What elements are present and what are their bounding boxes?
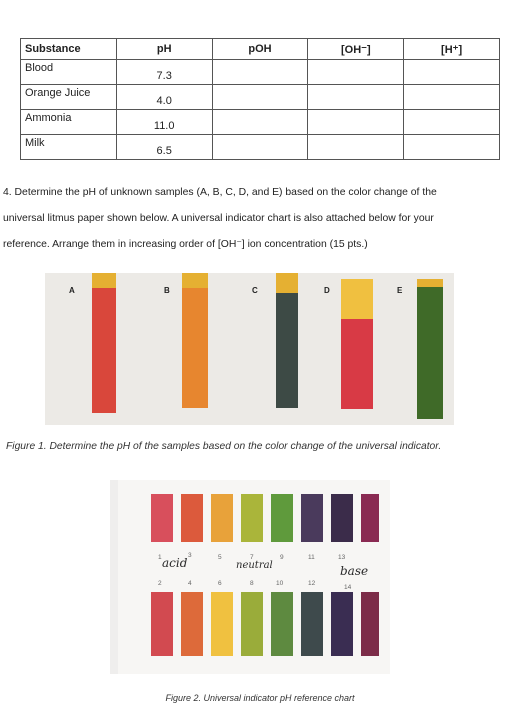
cell-substance: Orange Juice: [21, 85, 117, 110]
cell-poh: [212, 85, 308, 110]
handwritten-base: base: [340, 564, 369, 578]
table-row: [21, 85, 500, 110]
strip-a-top: [92, 273, 116, 288]
figure-2-caption: Figure 2. Universal indicator pH reference chart: [165, 693, 355, 703]
strip-d: [341, 279, 373, 409]
swatch-bottom: [181, 592, 203, 656]
indicator-card: [118, 480, 390, 674]
table-row: [21, 60, 500, 85]
cell-substance: Ammonia: [21, 110, 117, 135]
strip-d-body: [341, 319, 373, 409]
swatch-top: [301, 494, 323, 542]
swatch-bottom: [241, 592, 263, 656]
cell-ph: 11.0: [116, 110, 212, 135]
swatch-top: [271, 494, 293, 542]
swatch-top: [211, 494, 233, 542]
swatch-top: [151, 494, 173, 542]
strip-c-top: [276, 273, 298, 293]
strip-label-b: B: [164, 286, 170, 295]
cell-h: [404, 110, 500, 135]
ph-number: 2: [158, 580, 162, 587]
ph-number: 5: [218, 554, 222, 561]
ph-number: 3: [188, 552, 192, 559]
strip-c-body: [276, 293, 298, 408]
ph-number: 12: [308, 580, 316, 587]
strip-b: [182, 273, 208, 408]
swatch-bottom: [211, 592, 233, 656]
swatch-top: [361, 494, 379, 542]
swatch-bottom: [271, 592, 293, 656]
header-ph: pH: [116, 39, 212, 60]
handwritten-neutral: neutral: [236, 560, 273, 571]
cell-h: [404, 60, 500, 85]
cell-substance: Milk: [21, 135, 117, 160]
cell-ph: 4.0: [116, 85, 212, 110]
swatch-bottom: [151, 592, 173, 656]
cell-oh: [308, 135, 404, 160]
question-line: 4. Determine the pH of unknown samples (A, B, C, D, and E) based on the color change of the: [3, 187, 437, 198]
swatch-top: [181, 494, 203, 542]
question-line: universal litmus paper shown below. A universal indicator chart is also attached below for your: [3, 213, 434, 224]
strip-b-body: [182, 288, 208, 408]
ph-number: 10: [276, 580, 284, 587]
question-4: [3, 180, 499, 258]
cell-oh: [308, 85, 404, 110]
swatch-bottom: [361, 592, 379, 656]
strip-label-a: A: [69, 286, 75, 295]
strip-a-body: [92, 288, 116, 413]
ph-table: [20, 38, 500, 160]
header-h: [H⁺]: [404, 39, 500, 60]
cell-oh: [308, 110, 404, 135]
header-oh: [OH⁻]: [308, 39, 404, 60]
strip-e-body: [417, 287, 443, 419]
cell-substance: Blood: [21, 60, 117, 85]
header-poh: pOH: [212, 39, 308, 60]
table-row: [21, 110, 500, 135]
litmus-strips-photo: [45, 273, 454, 425]
question-line: reference. Arrange them in increasing order of [OH⁻] ion concentration (15 pts.): [3, 239, 368, 250]
ph-number: 14: [344, 584, 352, 591]
figure-1-caption: Figure 1. Determine the pH of the samples based on the color change of the universal indicator.: [6, 441, 442, 452]
cell-poh: [212, 60, 308, 85]
strip-e: [417, 279, 443, 419]
ph-number: 6: [218, 580, 222, 587]
table-header-row: [21, 39, 500, 60]
strip-label-e: E: [397, 286, 403, 295]
cell-poh: [212, 135, 308, 160]
cell-ph: 7.3: [116, 60, 212, 85]
swatch-top: [331, 494, 353, 542]
strip-e-top: [417, 279, 443, 287]
table-row: [21, 135, 500, 160]
strip-d-top: [341, 279, 373, 319]
swatch-bottom: [301, 592, 323, 656]
ph-number: 7: [250, 554, 254, 561]
ph-number: 8: [250, 580, 254, 587]
strip-a: [92, 273, 116, 413]
cell-h: [404, 135, 500, 160]
cell-poh: [212, 110, 308, 135]
strip-b-top: [182, 273, 208, 288]
strip-c: [276, 273, 298, 408]
swatch-top: [241, 494, 263, 542]
universal-indicator-chart-photo: [110, 480, 390, 674]
handwritten-acid: acid: [162, 556, 188, 570]
cell-ph: 6.5: [116, 135, 212, 160]
strip-label-d: D: [324, 286, 330, 295]
ph-number: 13: [338, 554, 346, 561]
ph-number: 9: [280, 554, 284, 561]
header-substance: Substance: [21, 39, 117, 60]
strip-label-c: C: [252, 286, 258, 295]
ph-number: 4: [188, 580, 192, 587]
ph-number: 1: [158, 554, 162, 561]
cell-h: [404, 85, 500, 110]
ph-number: 11: [308, 554, 315, 561]
cell-oh: [308, 60, 404, 85]
swatch-bottom: [331, 592, 353, 656]
